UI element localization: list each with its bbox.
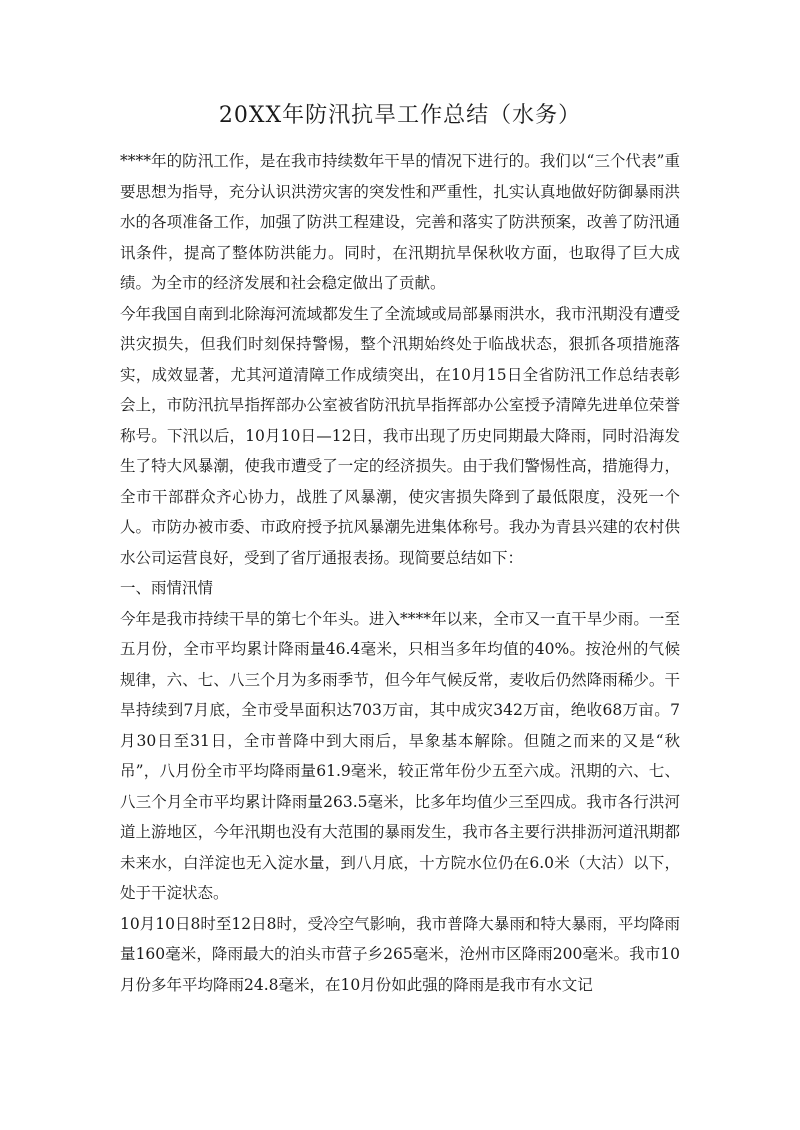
document-title: 20XX年防汛抗旱工作总结（水务） <box>218 103 582 128</box>
rain-paragraph-1: 今年是我市持续干旱的第七个年头。进入****年以来，全市又一直干旱少雨。一至五月份，全市平均累计降雨量46.4毫米，只相当多年均值的40%。按沧州的气候规律，六、七、八三个月为多雨季节，但今年气候反常，麦收后仍然降雨稀少。干旱持续到7月底，全市受旱面积达703万亩，其中成灾342万亩，绝收68万亩。7月30日至31日，全市普降中到大雨后，旱象基本解除。但随之而来的又是“秋吊”，八月份全市平均降雨量61.9毫米，较正常年份少五至六成。汛期的六、七、八三个月全市平均累计降雨量263.5毫米，比多年均值少三至四成。我市各行洪河道上游地区，今年汛期也没有大范围的暴雨发生，我市各主要行洪排沥河道汛期都未来水，白洋淀也无入淀水量，到八月底，十方院水位仍在6.0米（大沽）以下，处于干淀状态。 <box>120 609 680 902</box>
intro-paragraph: ****年的防汛工作，是在我市持续数年干旱的情况下进行的。我们以“三个代表”重要思想为指导，充分认识洪涝灾害的突发性和严重性，扎实认真地做好防御暴雨洪水的各项准备工作，加强了防洪工程建设，完善和落实了防洪预案，改善了防汛通讯条件，提高了整体防洪能力。同时，在汛期抗旱保秋收方面，也取得了巨大成绩。为全市的经济发展和社会稳定做出了贡献。 <box>120 152 680 292</box>
section-heading-rain: 一、雨情汛情 <box>120 579 214 597</box>
rain-paragraph-2: 10月10日8时至12日8时，受冷空气影响，我市普降大暴雨和特大暴雨，平均降雨量160毫米，降雨最大的泊头市营子乡265毫米，沧州市区降雨200毫米。我市10月份多年平均降雨24.8毫米，在10月份如此强的降雨是我市有水文记 <box>120 914 680 994</box>
summary-paragraph: 今年我国自南到北除海河流域都发生了全流域或局部暴雨洪水，我市汛期没有遭受洪灾损失，但我们时刻保持警惕，整个汛期始终处于临战状态，狠抓各项措施落实，成效显著，尤其河道清障工作成绩突出，在10月15日全省防汛工作总结表彰会上，市防汛抗旱指挥部办公室被省防汛抗旱指挥部办公室授予清障先进单位荣誉称号。下汛以后，10月10日—12日，我市出现了历史同期最大降雨，同时沿海发生了特大风暴潮，使我市遭受了一定的经济损失。由于我们警惕性高，措施得力，全市干部群众齐心协力，战胜了风暴潮，使灾害损失降到了最低限度，没死一个人。市防办被市委、市政府授予抗风暴潮先进集体称号。我办为青县兴建的农村供水公司运营良好，受到了省厅通报表扬。现简要总结如下： <box>120 304 680 567</box>
